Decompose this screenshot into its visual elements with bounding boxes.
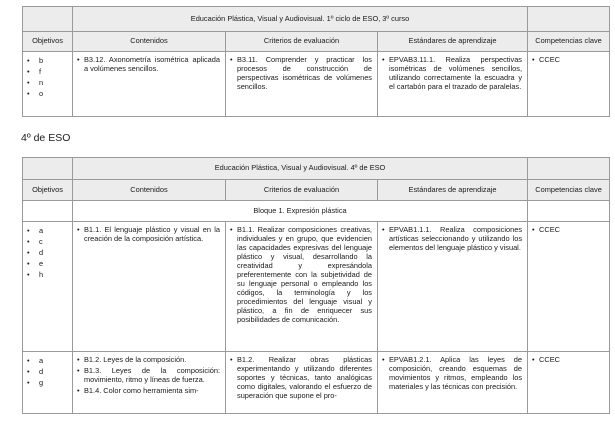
list-item: • o bbox=[27, 89, 44, 98]
header-competencias: Competencias clave bbox=[528, 32, 610, 52]
competencias-cell: • CCEC bbox=[528, 352, 610, 414]
list-item: • d bbox=[27, 367, 44, 376]
list-item: • a bbox=[27, 356, 44, 365]
criterios-cell: • B1.2. Realizar obras plásticas experimentando y utilizando diferentes soportes y técnicas, tanto analógicas como digitales, valorando el esfuerzo de superación que supone el pro- bbox=[226, 352, 378, 414]
list-item: • h bbox=[27, 270, 44, 279]
table-title: Educación Plástica, Visual y Audiovisual. 4º de ESO bbox=[73, 158, 528, 180]
list-item: • a bbox=[27, 226, 44, 235]
list-item: • c bbox=[27, 237, 43, 246]
header-objetivos: Objetivos bbox=[23, 32, 73, 52]
competencias-cell: • CCEC bbox=[528, 52, 610, 117]
curriculum-table-4eso bbox=[22, 157, 610, 414]
curriculum-table-3eso bbox=[22, 6, 610, 117]
contenidos-cell: • B1.2. Leyes de la composición. • B1.3. Leyes de la composición: movimiento, ritmo y líneas de fuerza. • B1.4. Color como herramienta sim- bbox=[73, 352, 226, 414]
header-criterios: Criterios de evaluación bbox=[226, 180, 378, 201]
table-row bbox=[23, 52, 610, 117]
header-contenidos: Contenidos bbox=[73, 180, 226, 201]
list-item: • b bbox=[27, 56, 44, 65]
header-estandares: Estándares de aprendizaje bbox=[378, 180, 528, 201]
list-item: • e bbox=[27, 259, 44, 268]
estandares-cell: • EPVAB1.2.1. Aplica las leyes de composición, creando esquemas de movimientos y ritmos, empleando los materiales y las técnicas con precisión. bbox=[378, 352, 528, 414]
competencias-cell: • CCEC bbox=[528, 222, 610, 352]
list-item: • f bbox=[27, 67, 42, 76]
list-item: • d bbox=[27, 248, 44, 257]
list-item: • g bbox=[27, 378, 44, 387]
criterios-cell: • B3.11. Comprender y practicar los procesos de construcción de perspectivas isométricas de volúmenes sencillos. bbox=[226, 52, 378, 117]
list-item: • n bbox=[27, 78, 44, 87]
table-row bbox=[23, 352, 610, 414]
contenidos-cell: • B1.1. El lenguaje plástico y visual en la creación de la composición artística. bbox=[73, 222, 226, 352]
objetivos-cell bbox=[23, 52, 73, 117]
criterios-cell: • B1.1. Realizar composiciones creativas, individuales y en grupo, que evidencien las capacidades expresivas del lenguaje plástico y visual, desarrollando la creatividad y expresándola preferentemente con la subjetividad de su lenguaje personal o empleando los códigos, la terminología y los procedimientos del lenguaje visual y plástico, a fin de enriquecer sus posibilidades de comunicación. bbox=[226, 222, 378, 352]
header-competencias: Competencias clave bbox=[528, 180, 610, 201]
contenidos-cell: • B3.12. Axonometría isométrica aplicada a volúmenes sencillos. bbox=[73, 52, 226, 117]
table-title: Educación Plástica, Visual y Audiovisual. 1º ciclo de ESO, 3º curso bbox=[73, 7, 528, 32]
objetivos-cell bbox=[23, 222, 73, 352]
estandares-cell: • EPVAB3.11.1. Realiza perspectivas isométricas de volúmenes sencillos, utilizando correctamente la escuadra y el cartabón para el trazado de paralelas. bbox=[378, 52, 528, 117]
section-heading: 4º de ESO bbox=[21, 132, 71, 144]
header-criterios: Criterios de evaluación bbox=[226, 32, 378, 52]
estandares-cell: • EPVAB1.1.1. Realiza composiciones artísticas seleccionando y utilizando los elementos del lenguaje plástico y visual. bbox=[378, 222, 528, 352]
header-contenidos: Contenidos bbox=[73, 32, 226, 52]
objetivos-cell bbox=[23, 352, 73, 414]
table-row bbox=[23, 222, 610, 352]
header-objetivos: Objetivos bbox=[23, 180, 73, 201]
block-title: Bloque 1. Expresión plástica bbox=[73, 201, 528, 222]
header-estandares: Estándares de aprendizaje bbox=[378, 32, 528, 52]
